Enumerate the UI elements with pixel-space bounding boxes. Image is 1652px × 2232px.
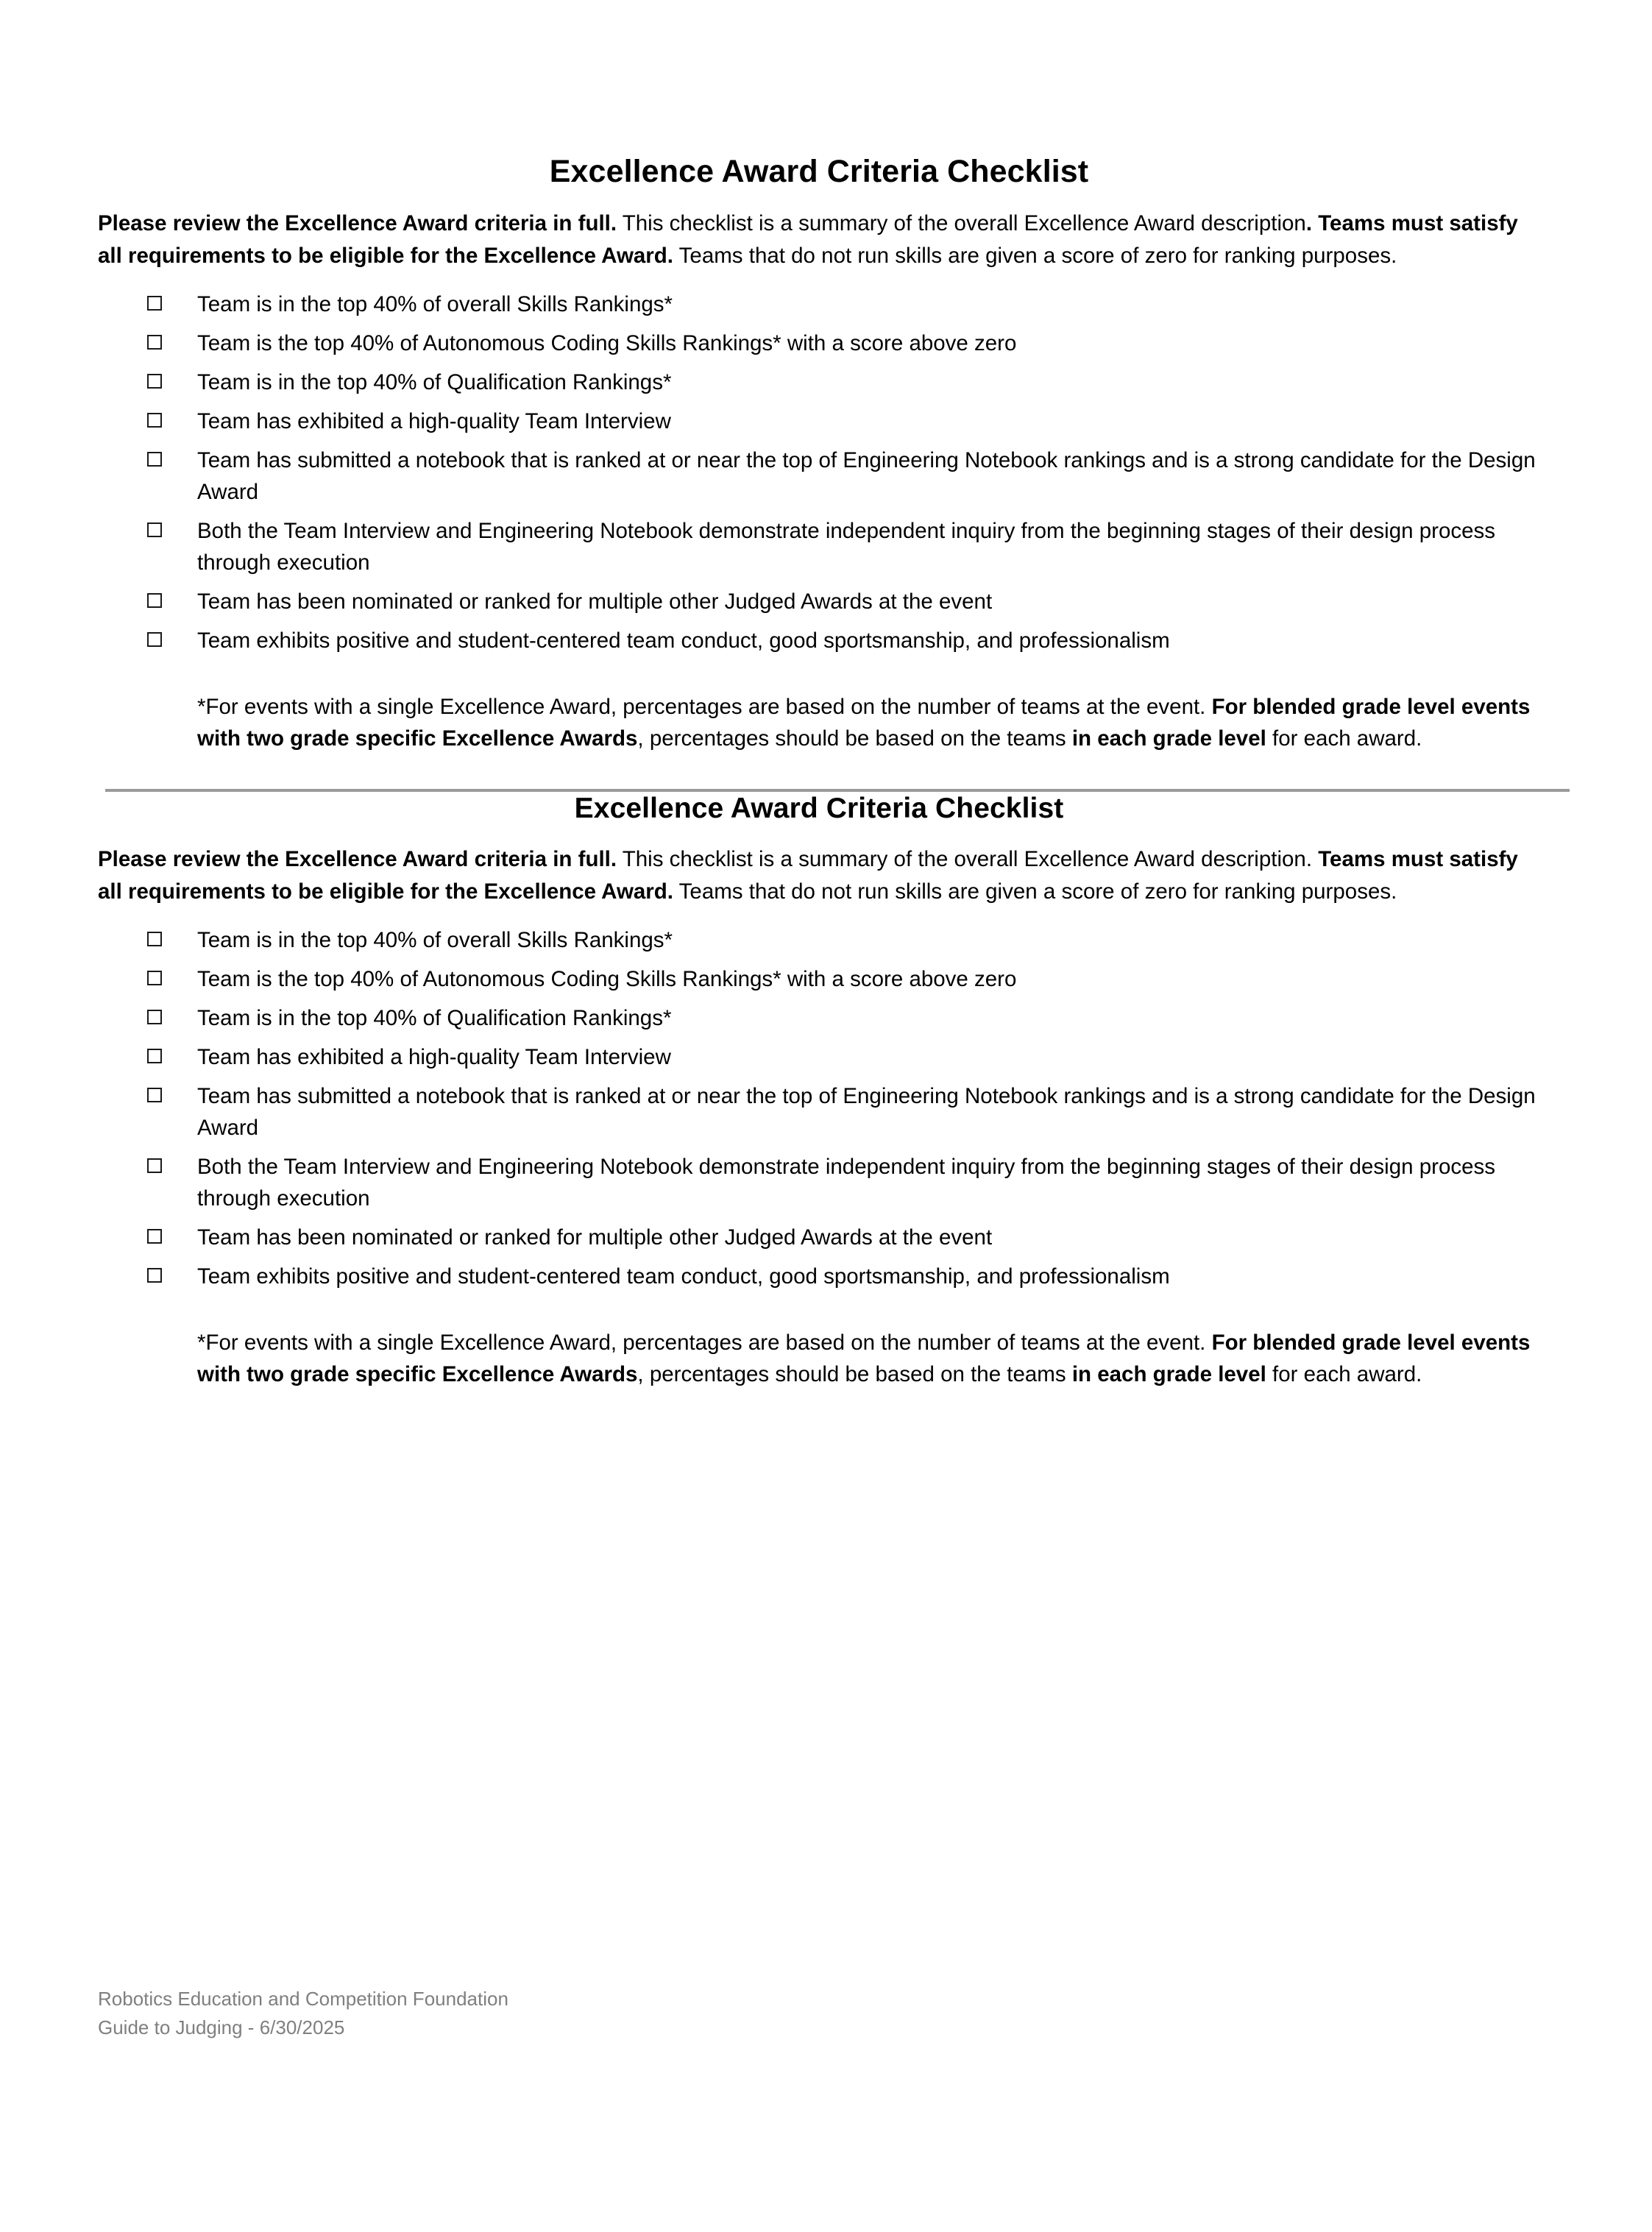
- footer-organization: Robotics Education and Competition Foundation: [98, 1988, 508, 2010]
- checklist-item[interactable]: [98, 586, 1540, 617]
- checkbox-icon[interactable]: [147, 296, 162, 311]
- footnote-plain-1: *For events with a single Excellence Award, percentages are based on the number of teams at the event.: [197, 1331, 1212, 1355]
- footnote-plain-2: , percentages should be based on the teams: [637, 1362, 1072, 1386]
- checklist-item-label: Team is in the top 40% of Qualification Rankings*: [197, 370, 672, 394]
- intro-bold-lead: Please review the Excellence Award criteria in full.: [98, 847, 617, 871]
- checklist-item-label: Both the Team Interview and Engineering Notebook demonstrate independent inquiry from the beginning stages of their design process through execution: [197, 519, 1496, 575]
- checkbox-icon[interactable]: [147, 593, 162, 608]
- checklist-item-label: Team has been nominated or ranked for multiple other Judged Awards at the event: [197, 1225, 993, 1250]
- section-divider-wrapper: [98, 754, 1540, 792]
- checkbox-icon[interactable]: [147, 413, 162, 428]
- footnote-paragraph-2: [98, 1327, 1540, 1390]
- intro-bold-lead: Please review the Excellence Award criteria in full.: [98, 211, 617, 235]
- checkbox-icon[interactable]: [147, 522, 162, 537]
- checklist-section-2: [98, 792, 1540, 1390]
- intro-bold-requirement: . Teams must satisfy all requirements to be eligible for the Excellence Award.: [98, 211, 1518, 268]
- checklist-item-label: Team has been nominated or ranked for multiple other Judged Awards at the event: [197, 589, 993, 614]
- intro-paragraph-1: [98, 208, 1540, 272]
- checkbox-icon[interactable]: [147, 1049, 162, 1063]
- checklist-item-label: Team is the top 40% of Autonomous Coding Skills Rankings* with a score above zero: [197, 331, 1017, 355]
- checklist-item[interactable]: [98, 405, 1540, 437]
- checklist-item[interactable]: [98, 444, 1540, 508]
- checkbox-icon[interactable]: [147, 1010, 162, 1024]
- checklist-item-label: Team is in the top 40% of Qualification Rankings*: [197, 1006, 672, 1030]
- footnote-bold-1: For blended grade level events with two grade specific Excellence Awards: [197, 695, 1531, 751]
- intro-plain-2: Teams that do not run skills are given a score of zero for ranking purposes.: [673, 244, 1397, 268]
- footnote-bold-1: For blended grade level events with two grade specific Excellence Awards: [197, 1331, 1531, 1386]
- checklist-item-label: Team exhibits positive and student-centered team conduct, good sportsmanship, and professionalism: [197, 1264, 1170, 1289]
- footnote-paragraph-1: [98, 691, 1540, 754]
- footnote-plain-3: for each award.: [1266, 1362, 1422, 1386]
- checkbox-icon[interactable]: [147, 374, 162, 389]
- checkbox-icon[interactable]: [147, 1158, 162, 1173]
- checklist-item-label: Team is in the top 40% of overall Skills Rankings*: [197, 928, 673, 952]
- document-content: [98, 0, 1540, 1390]
- checklist-item[interactable]: [98, 1080, 1540, 1144]
- checklist-item-label: Both the Team Interview and Engineering Notebook demonstrate independent inquiry from the beginning stages of their design process through execution: [197, 1155, 1496, 1211]
- checkbox-icon[interactable]: [147, 632, 162, 647]
- checklist-item-label: Team has exhibited a high-quality Team Interview: [197, 409, 671, 433]
- footnote-plain-2: , percentages should be based on the teams: [637, 726, 1072, 751]
- intro-plain-2: Teams that do not run skills are given a score of zero for ranking purposes.: [673, 879, 1397, 904]
- checklist-item[interactable]: [98, 1041, 1540, 1073]
- criteria-checklist-2: [98, 924, 1540, 1292]
- intro-paragraph-2: [98, 843, 1540, 908]
- page-title-secondary: Excellence Award Criteria Checklist: [574, 793, 1064, 824]
- checklist-item[interactable]: [98, 1222, 1540, 1253]
- intro-plain-1: This checklist is a summary of the overall Excellence Award description.: [617, 847, 1319, 871]
- footnote-plain-1: *For events with a single Excellence Award, percentages are based on the number of teams at the event.: [197, 695, 1212, 719]
- checklist-item[interactable]: [98, 963, 1540, 995]
- checklist-item[interactable]: [98, 625, 1540, 656]
- checkbox-icon[interactable]: [147, 335, 162, 350]
- checkbox-icon[interactable]: [147, 1268, 162, 1283]
- checklist-item[interactable]: [98, 1261, 1540, 1292]
- checkbox-icon[interactable]: [147, 971, 162, 985]
- checkbox-icon[interactable]: [147, 932, 162, 946]
- checklist-section-1: [98, 0, 1540, 754]
- footnote-bold-2: in each grade level: [1071, 1362, 1266, 1386]
- page-title: Excellence Award Criteria Checklist: [549, 154, 1089, 189]
- criteria-checklist-1: [98, 288, 1540, 656]
- page-footer: [98, 1985, 508, 2042]
- checklist-item-label: Team has submitted a notebook that is ranked at or near the top of Engineering Notebook rankings and is a strong candidate for the Design Award: [197, 448, 1536, 504]
- checkbox-icon[interactable]: [147, 1229, 162, 1244]
- checkbox-icon[interactable]: [147, 452, 162, 467]
- checklist-item[interactable]: [98, 515, 1540, 578]
- checklist-item-label: Team is in the top 40% of overall Skills Rankings*: [197, 292, 673, 316]
- checklist-item-label: Team is the top 40% of Autonomous Coding Skills Rankings* with a score above zero: [197, 967, 1017, 991]
- checklist-item-label: Team has exhibited a high-quality Team Interview: [197, 1045, 671, 1069]
- checklist-item[interactable]: [98, 924, 1540, 956]
- footnote-plain-3: for each award.: [1266, 726, 1422, 751]
- checklist-item-label: Team exhibits positive and student-centered team conduct, good sportsmanship, and professionalism: [197, 628, 1170, 653]
- footer-document-info: Guide to Judging - 6/30/2025: [98, 2016, 345, 2038]
- checklist-item[interactable]: [98, 288, 1540, 320]
- footnote-bold-2: in each grade level: [1071, 726, 1266, 751]
- checklist-item[interactable]: [98, 366, 1540, 398]
- intro-plain-1: This checklist is a summary of the overall Excellence Award description: [617, 211, 1306, 235]
- checklist-item[interactable]: [98, 1151, 1540, 1214]
- checkbox-icon[interactable]: [147, 1088, 162, 1102]
- checklist-item[interactable]: [98, 1002, 1540, 1034]
- checklist-item-label: Team has submitted a notebook that is ranked at or near the top of Engineering Notebook rankings and is a strong candidate for the Design Award: [197, 1084, 1536, 1140]
- intro-bold-requirement: Teams must satisfy all requirements to be eligible for the Excellence Award.: [98, 847, 1518, 904]
- checklist-item[interactable]: [98, 327, 1540, 359]
